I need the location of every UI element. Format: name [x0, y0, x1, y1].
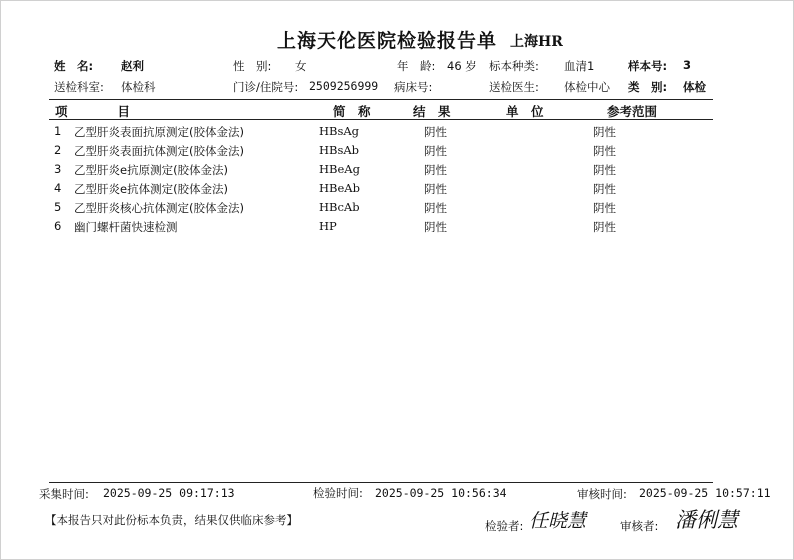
- sample-no-label: 样本号:: [628, 59, 668, 73]
- col-header-result: 结 果: [413, 104, 451, 119]
- bed-label: 病床号:: [394, 80, 433, 94]
- table-row: [1, 143, 793, 162]
- row-reference: 阴性: [593, 163, 616, 177]
- col-header-reference: 参考范围: [607, 104, 658, 119]
- outpatient-no: 2509256999: [309, 79, 379, 93]
- table-row: [1, 124, 793, 143]
- row-number: 4: [54, 181, 62, 195]
- reviewer-label: 审核者:: [620, 519, 659, 533]
- audit-time-label: 审核时间:: [577, 487, 627, 501]
- sample-no: 3: [683, 58, 692, 72]
- row-number: 6: [54, 219, 62, 233]
- row-result: 阴性: [424, 144, 447, 158]
- row-number: 5: [54, 200, 62, 214]
- footer-rule: [49, 482, 713, 483]
- outpatient-label: 门诊/住院号:: [233, 80, 299, 94]
- inspector-label: 检验者:: [485, 519, 524, 533]
- specimen-type: 血清1: [564, 59, 595, 73]
- row-item: 乙型肝炎表面抗原测定(胶体金法): [74, 125, 244, 139]
- reviewer-signature: 潘俐慧: [675, 508, 738, 532]
- test-time: 2025-09-25 10:56:34: [375, 486, 507, 500]
- table-row: [1, 219, 793, 238]
- row-result: 阴性: [424, 220, 447, 234]
- col-header-abbr: 简 称: [333, 104, 371, 119]
- report-title: 上海天伦医院检验报告单: [277, 30, 498, 52]
- doctor: 体检中心: [564, 80, 610, 94]
- row-result: 阴性: [424, 125, 447, 139]
- collect-time-label: 采集时间:: [39, 487, 89, 501]
- collect-time: 2025-09-25 09:17:13: [103, 486, 235, 500]
- row-result: 阴性: [424, 163, 447, 177]
- row-abbr: HBcAb: [319, 200, 360, 214]
- row-reference: 阴性: [593, 182, 616, 196]
- category-label: 类 别:: [628, 80, 668, 94]
- department-label: 送检科室:: [54, 80, 104, 94]
- row-item: 乙型肝炎e抗原测定(胶体金法): [74, 163, 229, 177]
- audit-time: 2025-09-25 10:57:11: [639, 486, 771, 500]
- patient-age: 46 岁: [447, 59, 477, 73]
- report-subtitle: 上海HR: [510, 34, 563, 50]
- row-abbr: HBeAg: [319, 162, 360, 176]
- patient-gender: 女: [295, 59, 307, 73]
- row-reference: 阴性: [593, 201, 616, 215]
- row-abbr: HBeAb: [319, 181, 360, 195]
- table-row: [1, 200, 793, 219]
- disclaimer: 【本报告只对此份标本负责，结果仅供临床参考】: [45, 513, 298, 527]
- row-abbr: HBsAb: [319, 143, 360, 157]
- name-label: 姓 名:: [54, 59, 94, 73]
- row-number: 3: [54, 162, 62, 176]
- gender-label: 性 别:: [233, 59, 272, 73]
- row-reference: 阴性: [593, 144, 616, 158]
- row-result: 阴性: [424, 201, 447, 215]
- table-row: [1, 181, 793, 200]
- row-item: 乙型肝炎核心抗体测定(胶体金法): [74, 201, 244, 215]
- row-number: 1: [54, 124, 62, 138]
- header-bottom-rule: [49, 119, 713, 120]
- row-reference: 阴性: [593, 125, 616, 139]
- col-header-item: 项 目: [55, 104, 131, 119]
- inspector-signature: 任晓慧: [529, 510, 587, 532]
- col-header-unit: 单 位: [506, 104, 544, 119]
- row-item: 幽门螺杆菌快速检测: [74, 220, 178, 234]
- table-row: [1, 162, 793, 181]
- row-item: 乙型肝炎表面抗体测定(胶体金法): [74, 144, 244, 158]
- doctor-label: 送检医生:: [489, 80, 539, 94]
- row-reference: 阴性: [593, 220, 616, 234]
- patient-name: 赵利: [121, 59, 144, 73]
- department: 体检科: [121, 80, 156, 94]
- category: 体检: [683, 80, 706, 94]
- row-result: 阴性: [424, 182, 447, 196]
- age-label: 年 龄:: [397, 59, 436, 73]
- header-top-rule: [49, 99, 713, 100]
- row-item: 乙型肝炎e抗体测定(胶体金法): [74, 182, 229, 196]
- row-abbr: HP: [319, 219, 337, 233]
- specimen-type-label: 标本种类:: [489, 59, 539, 73]
- test-time-label: 检验时间:: [313, 486, 363, 500]
- row-number: 2: [54, 143, 62, 157]
- row-abbr: HBsAg: [319, 124, 360, 138]
